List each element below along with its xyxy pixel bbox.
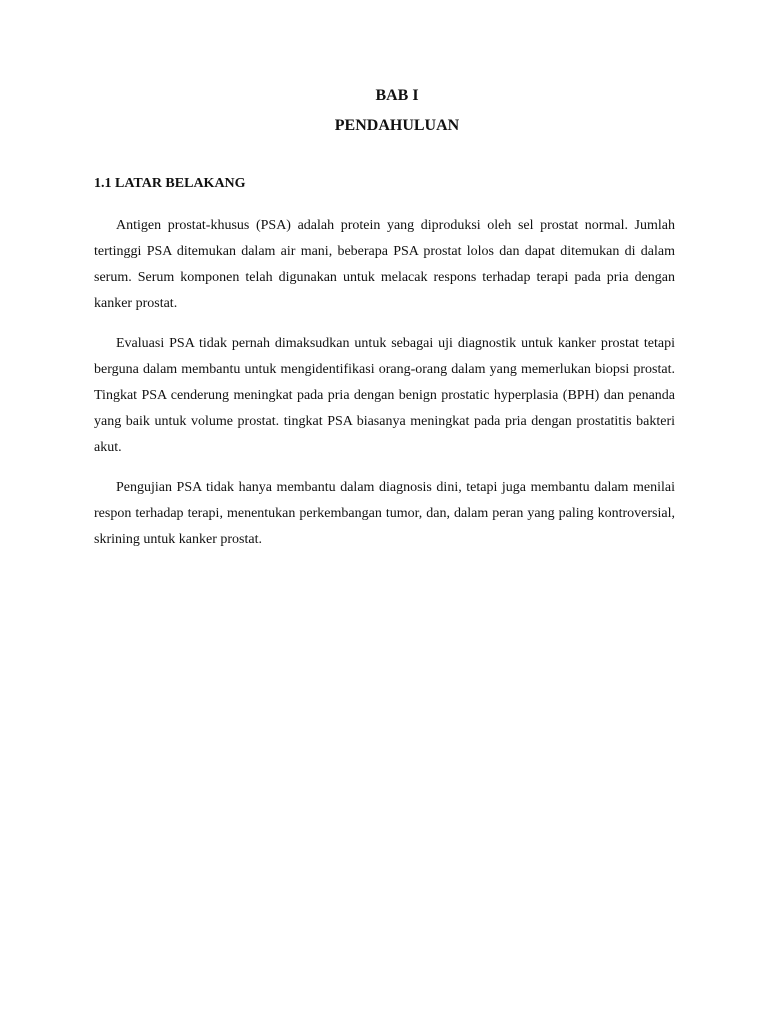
chapter-title: PENDAHULUAN — [334, 117, 460, 134]
section-heading: 1.1 LATAR BELAKANG — [94, 176, 246, 191]
paragraph-2: Evaluasi PSA tidak pernah dimaksudkan untuk sebagai uji diagnostik untuk kanker prostat tetapi berguna dalam membantu untuk mengidentifikasi orang-orang dalam yang memerlukan biopsi prostat. Tingkat PSA cenderung meningkat pada pria dengan benign prostatic hyperplasia (BPH) dan penanda yang baik untuk volume prostat. tingkat PSA biasanya meningkat pada pria dengan prostatitis bakteri akut. — [94, 336, 675, 455]
paragraph-3: Pengujian PSA tidak hanya membantu dalam diagnosis dini, tetapi juga membantu dalam menilai respon terhadap terapi, menentukan perkembangan tumor, dan, dalam peran yang paling kontroversial, skrining untuk kanker prostat. — [94, 480, 675, 547]
paragraph-1: Antigen prostat-khusus (PSA) adalah protein yang diproduksi oleh sel prostat normal. Jumlah tertinggi PSA ditemukan dalam air mani, beberapa PSA prostat lolos dan dapat ditemukan di dalam serum. Serum komponen telah digunakan untuk melacak respons terhadap terapi pada pria dengan kanker prostat. — [94, 218, 675, 311]
chapter-number: BAB I — [375, 87, 419, 104]
